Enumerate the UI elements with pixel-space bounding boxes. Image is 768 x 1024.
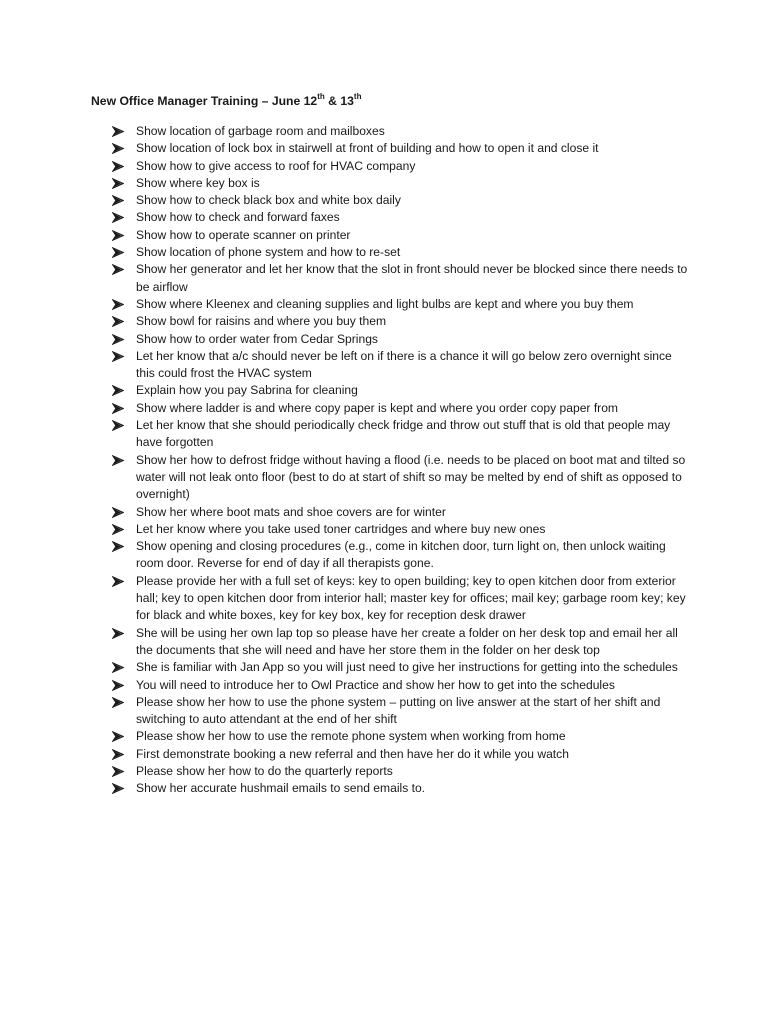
arrow-bullet-icon: [112, 140, 126, 157]
list-item-text: Show how to check and forward faxes: [136, 210, 340, 225]
title-superscript-2: th: [353, 91, 362, 101]
list-item: [112, 538, 688, 573]
arrow-bullet-icon: [112, 538, 126, 555]
list-item: [112, 348, 688, 383]
arrow-bullet-icon: [112, 331, 126, 348]
arrow-bullet-icon: [112, 296, 126, 313]
list-item: [112, 261, 688, 296]
task-list: [91, 123, 688, 798]
list-item-text: Please show her how to do the quarterly reports: [136, 763, 393, 778]
list-item: [112, 763, 688, 780]
arrow-bullet-icon: [112, 400, 126, 417]
list-item-text: Show how to order water from Cedar Springs: [136, 331, 378, 346]
list-item-text: Show how to check black box and white box daily: [136, 193, 401, 208]
arrow-bullet-icon: [112, 504, 126, 521]
list-item: [112, 573, 688, 625]
arrow-bullet-icon: [112, 659, 126, 676]
list-item-text: Show where Kleenex and cleaning supplies and light bulbs are kept and where you buy them: [136, 296, 634, 311]
list-item-text: Please show her how to use the remote phone system when working from home: [136, 729, 566, 744]
list-item: [112, 452, 688, 504]
list-item: [112, 677, 688, 694]
list-item-text: Let her know that she should periodically check fridge and throw out stuff that is old that people may have forgotten: [136, 418, 671, 450]
list-item-text: Show bowl for raisins and where you buy them: [136, 314, 387, 329]
list-item: [112, 417, 688, 452]
list-item-text: Show how to operate scanner on printer: [136, 227, 351, 242]
title-mid: & 13: [324, 94, 354, 108]
list-item: [112, 227, 688, 244]
list-item-text: Please show her how to use the phone system – putting on live answer at the start of her shift and switching to auto attendant at the end of her shift: [136, 694, 661, 727]
title-superscript-1: th: [317, 91, 325, 101]
list-item-text: Please provide her with a full set of keys: key to open building; key to open kitchen door from exterior hall; key to open kitchen door from interior hall; master key for offices; mail key; garbage room key; key for black and white boxes, key for key box, key for reception desk drawer: [136, 573, 686, 623]
arrow-bullet-icon: [112, 244, 126, 261]
list-item: [112, 694, 688, 729]
list-item-text: Let her know where you take used toner cartridges and where buy new ones: [136, 521, 546, 536]
arrow-bullet-icon: [112, 348, 126, 365]
arrow-bullet-icon: [112, 780, 126, 797]
list-item: [112, 140, 688, 157]
list-item-text: You will need to introduce her to Owl Practice and show her how to get into the schedules: [136, 677, 615, 692]
list-item-text: Show location of phone system and how to re-set: [136, 245, 401, 260]
arrow-bullet-icon: [112, 763, 126, 780]
arrow-bullet-icon: [112, 382, 126, 399]
list-item-text: She is familiar with Jan App so you will just need to give her instructions for getting into the schedules: [136, 660, 678, 675]
arrow-bullet-icon: [112, 625, 126, 642]
list-item: [112, 504, 688, 521]
list-item: [112, 382, 688, 399]
list-item: [112, 313, 688, 330]
list-item: [112, 209, 688, 226]
list-item: [112, 659, 688, 676]
arrow-bullet-icon: [112, 417, 126, 434]
document-title: [91, 92, 688, 110]
list-item: [112, 780, 688, 797]
list-item-text: First demonstrate booking a new referral and then have her do it while you watch: [136, 746, 569, 761]
list-item-text: She will be using her own lap top so please have her create a folder on her desk top and email her all the documents that she will need and have her store them in the folder on her desk top: [136, 625, 678, 657]
list-item: [112, 728, 688, 745]
arrow-bullet-icon: [112, 123, 126, 140]
list-item: [112, 296, 688, 313]
arrow-bullet-icon: [112, 452, 126, 469]
list-item-text: Show opening and closing procedures (e.g., come in kitchen door, turn light on, then unlock waiting room door. Reverse for end of day if all therapists gone.: [136, 539, 666, 571]
list-item-text: Show where key box is: [136, 175, 260, 190]
list-item: [112, 625, 688, 660]
list-item-text: Show her how to defrost fridge without having a flood (i.e. needs to be placed on boot mat and tilted so water will not leak onto floor (best to do at start of shift so may be melted by end of shift as opposed to overnight): [136, 452, 686, 502]
list-item: [112, 175, 688, 192]
list-item-text: Show location of garbage room and mailboxes: [136, 124, 385, 138]
list-item: [112, 123, 688, 140]
arrow-bullet-icon: [112, 521, 126, 538]
list-item: [112, 192, 688, 209]
arrow-bullet-icon: [112, 158, 126, 175]
list-item-text: Show location of lock box in stairwell at front of building and how to open it and close it: [136, 141, 599, 156]
arrow-bullet-icon: [112, 313, 126, 330]
list-item: [112, 158, 688, 175]
arrow-bullet-icon: [112, 573, 126, 590]
arrow-bullet-icon: [112, 728, 126, 745]
list-item: [112, 244, 688, 261]
list-item-text: Show where ladder is and where copy paper is kept and where you order copy paper from: [136, 400, 619, 415]
list-item: [112, 331, 688, 348]
arrow-bullet-icon: [112, 261, 126, 278]
title-prefix: New Office Manager Training – June 12: [91, 94, 318, 108]
list-item-text: Show her generator and let her know that the slot in front should never be blocked since there needs to be airflow: [136, 262, 688, 294]
arrow-bullet-icon: [112, 694, 126, 711]
arrow-bullet-icon: [112, 175, 126, 192]
list-item-text: Show how to give access to roof for HVAC company: [136, 158, 416, 173]
list-item: [112, 746, 688, 763]
list-item: [112, 521, 688, 538]
list-item-text: Show her accurate hushmail emails to send emails to.: [136, 781, 426, 796]
list-item-text: Show her where boot mats and shoe covers are for winter: [136, 504, 446, 519]
arrow-bullet-icon: [112, 209, 126, 226]
arrow-bullet-icon: [112, 192, 126, 209]
list-item-text: Let her know that a/c should never be left on if there is a chance it will go below zero overnight since this could frost the HVAC system: [136, 348, 672, 381]
arrow-bullet-icon: [112, 746, 126, 763]
list-item-text: Explain how you pay Sabrina for cleaning: [136, 383, 358, 398]
arrow-bullet-icon: [112, 227, 126, 244]
arrow-bullet-icon: [112, 677, 126, 694]
list-item: [112, 400, 688, 417]
